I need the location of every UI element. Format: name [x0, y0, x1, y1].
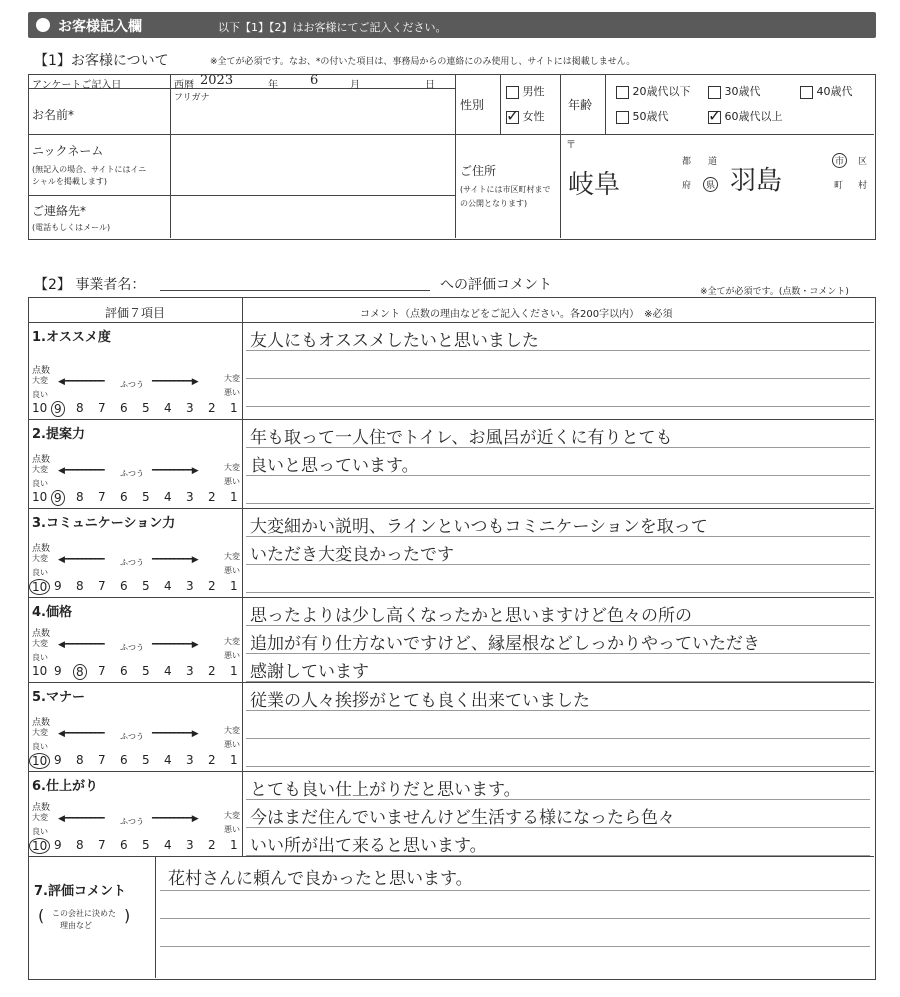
scale-right-top: 大変 [224, 726, 240, 735]
scale-left-top: 大変 [32, 639, 48, 648]
era-label: 西暦 [174, 80, 194, 91]
comment-text[interactable]: 今はまだ住んでいませんけど生活する様になったら色々 [250, 808, 675, 828]
score-option[interactable]: 6 [120, 664, 128, 678]
evaluation-row [28, 322, 874, 419]
age-label: 年齢 [568, 98, 593, 112]
scale-left-top: 大変 [32, 376, 48, 385]
arrow-right-icon: ━━━━━━━━━▶ [152, 555, 198, 565]
item-title: 3.コミュニケーション力 [32, 516, 176, 531]
arrow-left-icon: ◀━━━━━━━━━ [58, 729, 104, 739]
scale-left-top: 大変 [32, 813, 48, 822]
item-title: 6.仕上がり [32, 779, 98, 794]
pref-fu: 府 [682, 181, 692, 191]
comment-text[interactable]: 友人にもオススメしたいと思いました [250, 331, 539, 351]
score-option[interactable]: 2 [208, 579, 216, 593]
scale-middle: ふつう [120, 380, 144, 389]
score-option[interactable]: 3 [186, 838, 194, 852]
checkbox-icon[interactable] [616, 86, 629, 99]
score-option[interactable]: 1 [230, 838, 238, 852]
comment-rule [246, 503, 870, 504]
pref-do: 道 [708, 157, 718, 167]
item-title: 2.提案力 [32, 427, 85, 442]
score-option[interactable]: 4 [164, 753, 172, 767]
score-option[interactable]: 5 [142, 753, 150, 767]
age-30-option[interactable]: 30歳代 [708, 83, 761, 99]
gender-label: 性別 [460, 98, 485, 112]
survey-date-label: アンケートご記入日 [32, 80, 122, 91]
selected-score[interactable]: 8 [73, 664, 87, 680]
postal-mark: 〒 [566, 140, 576, 151]
score-option[interactable]: 1 [230, 401, 238, 415]
scale-left-bottom: 良い [32, 568, 48, 577]
selected-score[interactable]: 10 [29, 753, 50, 769]
day-label: 日 [425, 80, 435, 91]
gender-female-option[interactable]: ✓ 女性 [506, 108, 545, 124]
nickname-note-1: (無記入の場合、サイトにはイニ [32, 165, 147, 174]
comment-text[interactable]: とても良い仕上がりだと思います。 [250, 780, 521, 800]
row-divider [28, 856, 874, 857]
arrow-left-icon: ◀━━━━━━━━━ [58, 466, 104, 476]
comment-text[interactable]: いただき大変良かったです [250, 545, 454, 565]
section-header [28, 12, 876, 38]
comment-text[interactable]: 従業の人々挨拶がとても良く出来ていました [250, 691, 590, 711]
score-option[interactable]: 9 [54, 838, 62, 852]
score-option[interactable]: 1 [230, 490, 238, 504]
address-note-2: の公開となります) [460, 199, 528, 208]
item-title: 1.オススメ度 [32, 330, 111, 345]
section-subtitle: 以下【1】【2】はお客様にてご記入ください。 [218, 21, 447, 34]
score-option[interactable]: 3 [186, 490, 194, 504]
score-option[interactable]: 7 [98, 838, 106, 852]
score-option[interactable]: 5 [142, 401, 150, 415]
scale-left-top: 大変 [32, 465, 48, 474]
score-option[interactable]: 4 [164, 401, 172, 415]
score-option[interactable]: 10 [32, 664, 48, 678]
scale-right-bottom: 悪い [224, 388, 240, 397]
city-ku: 区 [858, 157, 868, 167]
score-label: 点数 [32, 366, 51, 376]
score-option[interactable]: 6 [120, 838, 128, 852]
score-option[interactable]: 8 [76, 490, 84, 504]
score-label: 点数 [32, 455, 51, 465]
score-option[interactable]: 4 [164, 490, 172, 504]
scale-right-top: 大変 [224, 463, 240, 472]
name-label: お名前* [32, 108, 75, 122]
checkbox-icon[interactable] [506, 86, 519, 99]
selected-score[interactable]: 9 [51, 490, 65, 506]
comment-text[interactable]: いい所が出て来ると思います。 [250, 836, 487, 856]
business-name-line[interactable] [160, 290, 430, 291]
comment-rule [246, 378, 870, 379]
score-option[interactable]: 6 [120, 401, 128, 415]
comment-text[interactable]: 感謝しています [250, 662, 369, 682]
scale-right-top: 大変 [224, 552, 240, 561]
score-option[interactable]: 2 [208, 753, 216, 767]
year-label: 年 [268, 80, 278, 91]
age-40-option[interactable]: 40歳代 [800, 83, 853, 99]
col-items-header: 評価７項目 [105, 306, 166, 320]
arrow-left-icon: ◀━━━━━━━━━ [58, 640, 104, 650]
comment-rule [246, 738, 870, 739]
score-option[interactable]: 5 [142, 664, 150, 678]
prefecture-value[interactable]: 岐阜 [568, 170, 621, 200]
section-title: お客様記入欄 [58, 19, 142, 35]
address-label: ご住所 [460, 164, 497, 178]
scale-right-bottom: 悪い [224, 566, 240, 575]
score-option[interactable]: 3 [186, 401, 194, 415]
score-option[interactable]: 5 [142, 490, 150, 504]
scale-left-bottom: 良い [32, 827, 48, 836]
score-option[interactable]: 5 [142, 838, 150, 852]
scale-right-bottom: 悪い [224, 651, 240, 660]
comment-rule [246, 592, 870, 593]
score-option[interactable]: 7 [98, 401, 106, 415]
comment-text[interactable]: 大変細かい説明、ラインといつもコミニケーションを取って [250, 517, 708, 537]
score-option[interactable]: 7 [98, 490, 106, 504]
year-value[interactable]: 2023 [200, 73, 234, 88]
comment-text[interactable]: 追加が有り仕方ないですけど、縁屋根などしっかりやっていただき [250, 634, 760, 654]
score-option[interactable]: 3 [186, 579, 194, 593]
age-60-option[interactable]: ✓ 60歳代以上 [708, 108, 783, 124]
paren-close-icon: ) [124, 906, 131, 925]
score-option[interactable]: 10 [32, 401, 48, 415]
month-label: 月 [350, 80, 360, 91]
age-50-option[interactable]: 50歳代 [616, 108, 669, 124]
comment-rule [246, 766, 870, 767]
arrow-right-icon: ━━━━━━━━━▶ [152, 377, 198, 387]
evaluation-row [28, 682, 874, 771]
part2-required-note: ※全てが必須です。(点数・コメント) [700, 287, 849, 297]
scale-right-top: 大変 [224, 811, 240, 820]
arrow-right-icon: ━━━━━━━━━▶ [152, 466, 198, 476]
part2-heading-prefix: 【2】 事業者名： [34, 277, 146, 293]
comment-value[interactable]: 花村さんに頼んで良かったと思います。 [168, 869, 473, 889]
arrow-left-icon: ◀━━━━━━━━━ [58, 555, 104, 565]
scale-left-bottom: 良い [32, 742, 48, 751]
arrow-left-icon: ◀━━━━━━━━━ [58, 377, 104, 387]
score-option[interactable]: 9 [54, 753, 62, 767]
score-option[interactable]: 2 [208, 664, 216, 678]
checkbox-icon[interactable] [708, 86, 721, 99]
scale-left-top: 大変 [32, 728, 48, 737]
score-option[interactable]: 8 [76, 838, 84, 852]
part1-note: ※全てが必須です。なお、*の付いた項目は、事務局からの連絡にのみ使用し、サイトには掲載しません。 [210, 57, 636, 67]
scale-left-bottom: 良い [32, 390, 48, 399]
score-option[interactable]: 2 [208, 401, 216, 415]
arrow-right-icon: ━━━━━━━━━▶ [152, 729, 198, 739]
score-label: 点数 [32, 803, 51, 813]
city-machi: 町 [834, 181, 844, 191]
scale-middle: ふつう [120, 643, 144, 652]
col-comment-header: コメント（点数の理由などをご記入ください。各200字以内） ※必須 [360, 309, 673, 320]
score-option[interactable]: 7 [98, 753, 106, 767]
score-option[interactable]: 9 [54, 579, 62, 593]
score-option[interactable]: 4 [164, 664, 172, 678]
part2-heading-suffix: への評価コメント [440, 277, 552, 293]
pref-ken: 県 [703, 177, 718, 192]
scale-left-bottom: 良い [32, 479, 48, 488]
score-option[interactable]: 1 [230, 664, 238, 678]
address-note-1: (サイトには市区町村まで [460, 185, 551, 194]
checked-checkbox-icon[interactable] [506, 111, 519, 124]
contact-label: ご連絡先* [32, 204, 87, 218]
city-mura: 村 [858, 181, 868, 191]
item-title: 5.マナー [32, 690, 85, 705]
checkbox-icon[interactable] [800, 86, 813, 99]
score-option[interactable]: 8 [76, 579, 84, 593]
comment-note-2: 理由など [60, 921, 92, 930]
score-option[interactable]: 7 [98, 579, 106, 593]
scale-right-top: 大変 [224, 637, 240, 646]
comment-text[interactable]: 思ったよりは少し高くなったかと思いますけど色々の所の [250, 606, 692, 626]
nickname-note-2: シャルを掲載します) [32, 177, 107, 186]
scale-middle: ふつう [120, 732, 144, 741]
evaluation-row [28, 419, 874, 508]
scale-middle: ふつう [120, 469, 144, 478]
score-option[interactable]: 2 [208, 490, 216, 504]
score-option[interactable]: 2 [208, 838, 216, 852]
selected-score[interactable]: 10 [29, 579, 50, 595]
scale-right-top: 大変 [224, 374, 240, 383]
scale-middle: ふつう [120, 817, 144, 826]
comment-text[interactable]: 良いと思っています。 [250, 456, 419, 476]
furigana-label: フリガナ [174, 93, 210, 103]
checkbox-icon[interactable] [616, 111, 629, 124]
score-option[interactable]: 1 [230, 753, 238, 767]
pref-to: 都 [682, 157, 692, 167]
comment-note-1: この会社に決めた [52, 909, 116, 918]
score-option[interactable]: 5 [142, 579, 150, 593]
gender-male-option[interactable]: 男性 [506, 83, 545, 99]
score-option[interactable]: 3 [186, 664, 194, 678]
paren-open-icon: ( [38, 906, 45, 925]
part1-heading: 【1】お客様について [34, 53, 169, 69]
selected-score[interactable]: 10 [29, 838, 50, 854]
scale-middle: ふつう [120, 558, 144, 567]
bullet-icon [36, 18, 50, 32]
selected-score[interactable]: 9 [51, 401, 65, 417]
comment-rule [246, 406, 870, 407]
city-value[interactable]: 羽島 [730, 166, 783, 196]
nickname-label: ニックネーム [32, 144, 104, 158]
score-option[interactable]: 4 [164, 579, 172, 593]
score-label: 点数 [32, 718, 51, 728]
score-option[interactable]: 3 [186, 753, 194, 767]
score-label: 点数 [32, 544, 51, 554]
arrow-left-icon: ◀━━━━━━━━━ [58, 814, 104, 824]
score-label: 点数 [32, 629, 51, 639]
item-title: 4.価格 [32, 605, 72, 620]
score-option[interactable]: 1 [230, 579, 238, 593]
score-option[interactable]: 10 [32, 490, 48, 504]
scale-right-bottom: 悪い [224, 740, 240, 749]
arrow-right-icon: ━━━━━━━━━▶ [152, 640, 198, 650]
score-option[interactable]: 6 [120, 753, 128, 767]
evaluation-row [28, 771, 874, 856]
score-option[interactable]: 8 [76, 401, 84, 415]
month-value[interactable]: 6 [310, 73, 319, 88]
scale-right-bottom: 悪い [224, 477, 240, 486]
score-option[interactable]: 4 [164, 838, 172, 852]
score-option[interactable]: 6 [120, 579, 128, 593]
score-option[interactable]: 6 [120, 490, 128, 504]
age-20-option[interactable]: 20歳代以下 [616, 83, 691, 99]
city-shi: 市 [832, 153, 847, 168]
scale-left-bottom: 良い [32, 653, 48, 662]
scale-left-top: 大変 [32, 554, 48, 563]
checked-checkbox-icon[interactable] [708, 111, 721, 124]
scale-right-bottom: 悪い [224, 825, 240, 834]
score-option[interactable]: 7 [98, 664, 106, 678]
arrow-right-icon: ━━━━━━━━━▶ [152, 814, 198, 824]
evaluation-row [28, 597, 874, 682]
score-option[interactable]: 9 [54, 664, 62, 678]
evaluation-row [28, 508, 874, 597]
comment-text[interactable]: 年も取って一人住でトイレ、お風呂が近くに有りとても [250, 428, 673, 448]
score-option[interactable]: 8 [76, 753, 84, 767]
contact-note: (電話もしくはメール) [32, 223, 111, 232]
comment-title: 7.評価コメント [34, 884, 126, 899]
